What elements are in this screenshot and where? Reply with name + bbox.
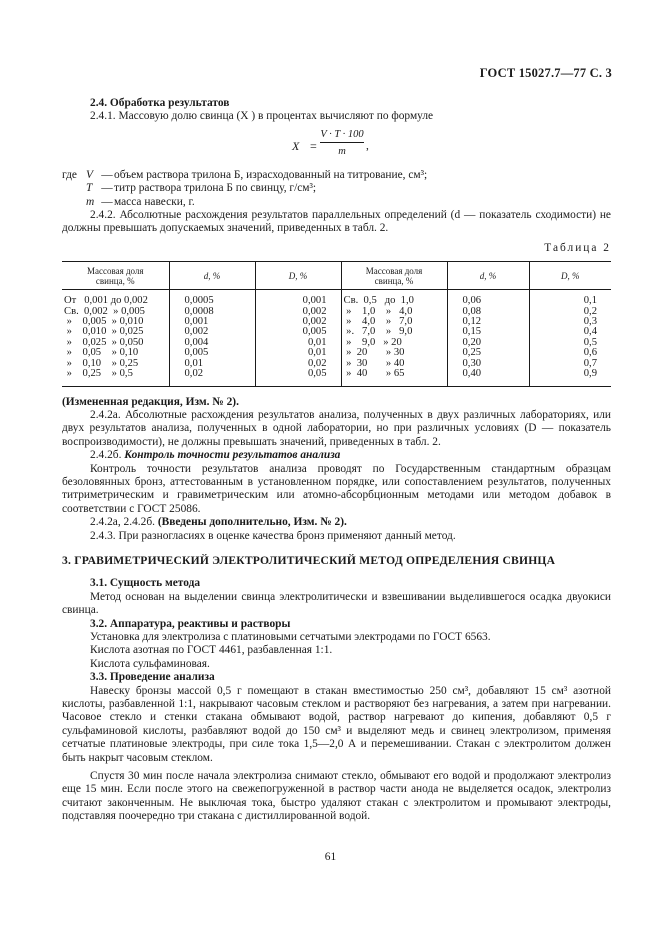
formula-numerator: V · T · 100: [320, 128, 364, 143]
legend-symbol: m: [86, 195, 95, 208]
paragraph-3-3-b: Спустя 30 мин после начала электролиза снимают стекло, обмывают его водой и продолжают электролиз еще 15 мин. Если после этого на свежепогруженной в раствор части анода не выделяется осадок, электролиз считают законченным. Не выключая тока, быстро удаляют стакан с электролитом и промывают электроды, подставляя поочередно три стакана с дистиллированной водой.: [62, 770, 611, 823]
table-cell: » 0,010 » 0,025: [62, 327, 169, 337]
legend-dash: —: [101, 182, 113, 195]
table-cell: » 0,025 » 0,050: [62, 338, 169, 348]
legend-row: [62, 196, 611, 209]
table-cell: 0,40: [447, 369, 529, 386]
table-cell: 0,05: [255, 369, 341, 386]
table-row: [62, 290, 611, 307]
table-row: [62, 307, 611, 317]
table-cell: » 0,005 » 0,010: [62, 317, 169, 327]
table-cell: 0,20: [447, 338, 529, 348]
table-header-cell: D, %: [255, 262, 341, 290]
table-cell: 0,7: [583, 357, 597, 369]
legend-text: масса навески, г.: [114, 195, 195, 208]
table-header-cell: D, %: [529, 262, 611, 290]
table-cell: 0,0008: [169, 307, 255, 317]
table-cell: » 30 » 40: [341, 359, 447, 369]
legend-row: [62, 182, 611, 195]
table-title: Таблица 2: [544, 241, 611, 254]
legend-dash: —: [101, 195, 113, 208]
formula-fraction: [320, 128, 364, 159]
paragraph-2-4-2ab: [62, 516, 611, 529]
table-row: [62, 327, 611, 337]
table-cell: 0,005: [255, 327, 341, 337]
table-cell: 0,005: [169, 348, 255, 358]
formula-denominator: m: [338, 146, 346, 158]
legend-where: где: [62, 168, 77, 181]
table-cell: 0,002: [169, 327, 255, 337]
table-header-cell: Массовая доля свинца, %: [341, 262, 447, 290]
table-cell: 0,02: [169, 369, 255, 386]
legend-dash: —: [101, 168, 113, 181]
table-cell: » 0,10 » 0,25: [62, 359, 169, 369]
formula-lhs: X: [292, 138, 300, 153]
list-item: Кислота азотная по ГОСТ 4461, разбавленная 1:1.: [90, 644, 333, 657]
legend-symbol: V: [86, 168, 93, 181]
table-header-cell: d, %: [447, 262, 529, 290]
table-cell: 0,01: [255, 348, 341, 358]
table-cell: » 0,05 » 0,10: [62, 348, 169, 358]
table-cell: Св. 0,5 до 1,0: [341, 290, 447, 307]
page-content: [62, 97, 611, 824]
table-cell: » 4,0 » 7,0: [341, 317, 447, 327]
table-cell: 0,004: [169, 338, 255, 348]
paragraph-title: Контроль точности результатов анализа: [124, 449, 341, 462]
table-cell: » 0,25 » 0,5: [62, 369, 169, 386]
formula-legend: [62, 169, 611, 209]
table-row: [62, 359, 611, 369]
table-cell: 0,002: [255, 307, 341, 317]
paragraph-2-4-3: 2.4.3. При разногласиях в оценке качества бронз применяют данный метод.: [90, 529, 456, 542]
formula: [62, 128, 611, 166]
table-cell: Св. 0,002 » 0,005: [62, 307, 169, 317]
edit-note-1: (Измененная редакция, Изм. № 2).: [62, 395, 239, 408]
table-cell: 0,15: [447, 327, 529, 337]
legend-row: [62, 169, 611, 182]
table-cell: 0,02: [255, 359, 341, 369]
table-cell: » 9,0 » 20: [341, 338, 447, 348]
paragraph-2-4-2a: 2.4.2а. Абсолютные расхождения результатов анализа, полученных в двух различных лабораториях, или двух результатов анализа, полученных в одной лаборатории, но при различных условиях (D — показатель воспроизводимости), не должны превышать значений, приведенных в табл. 2.: [62, 408, 611, 448]
table-cell: От 0,001 до 0,002: [62, 290, 169, 307]
list-item: Установка для электролиза с платиновыми сетчатыми электродами по ГОСТ 6563.: [90, 631, 491, 643]
section-3-1-heading: 3.1. Сущность метода: [90, 577, 201, 590]
table-cell: » 1,0 » 4,0: [341, 307, 447, 317]
section-3-2-heading: 3.2. Аппаратура, реактивы и растворы: [90, 617, 291, 630]
table-cell: 0,01: [169, 359, 255, 369]
formula-equals: =: [310, 138, 317, 153]
paragraph-2-4-1: 2.4.1. Массовую долю свинца (X ) в процентах вычисляют по формуле: [90, 110, 434, 123]
legend-text: объем раствора трилона Б, израсходованный на титрование, см³;: [114, 168, 428, 181]
table-row: [62, 317, 611, 327]
table-cell: » 40 » 65: [341, 369, 447, 386]
table-cell: 0,25: [447, 348, 529, 358]
table-cell: 0,001: [255, 290, 341, 307]
paragraph-3-1: Метод основан на выделении свинца электролитически и взвешивании выделившегося осадка двуокиси свинца.: [62, 590, 611, 617]
paragraph-2-4-2b-heading: [62, 449, 611, 462]
table-cell: 0,12: [447, 317, 529, 327]
table-cell: » 20 » 30: [341, 348, 447, 358]
table-row: [62, 338, 611, 348]
table-cell: 0,1: [583, 295, 597, 307]
table-cell: 0,08: [447, 307, 529, 317]
table-cell: 0,06: [447, 290, 529, 307]
legend-text: титр раствора трилона Б по свинцу, г/см³;: [114, 182, 317, 195]
edit-note-2: (Введены дополнительно, Изм. № 2).: [157, 516, 347, 529]
formula-comma: ,: [366, 139, 369, 152]
table-cell: 0,6: [583, 347, 597, 359]
table-cell: 0,3: [583, 316, 597, 328]
section-3-3-heading: 3.3. Проведение анализа: [90, 671, 215, 684]
table-cell: 0,30: [447, 359, 529, 369]
table-cell: 0,0005: [169, 290, 255, 307]
table-cell: 0,001: [169, 317, 255, 327]
table-cell: 0,01: [255, 338, 341, 348]
section-3-title: 3. ГРАВИМЕТРИЧЕСКИЙ ЭЛЕКТРОЛИТИЧЕСКИЙ МЕТОД ОПРЕДЕЛЕНИЯ СВИНЦА: [62, 553, 556, 567]
table-row: [62, 348, 611, 358]
paragraph-2-4-2b: Контроль точности результатов анализа проводят по Государственным стандартным образцам безоловянных бронз, аттестованным в установленном порядке, или сопоставлением результатов, полученных титриметрическим и гравиметрическим или атомно-абсорбционным методами или методом добавок в соответствии с ГОСТ 25086.: [62, 462, 611, 515]
page-number: 61: [324, 851, 337, 863]
table-row: [62, 369, 611, 386]
table-cell: 0,2: [583, 305, 597, 317]
paragraph-2-4-2: 2.4.2. Абсолютные расхождения результатов параллельных определений (d — показатель сходимости) не должны превышать допускаемых значений, приведенных в табл. 2.: [62, 209, 611, 235]
legend-symbol: T: [86, 182, 93, 195]
page-header: ГОСТ 15027.7—77 С. 3: [479, 66, 612, 80]
list-item: Кислота сульфаминовая.: [90, 657, 210, 670]
tolerance-table: [62, 261, 611, 386]
paragraph-3-3-a: Навеску бронзы массой 0,5 г помещают в стакан вместимостью 250 см³, добавляют 15 см³ азотной кислоты, разбавленной 1:1, накрывают часовым стеклом и растворяют без нагревания, а затем при нагревании. Часовое стекло и стенки стакана обмывают водой, раствор нагревают до кипения, добавляют 0,5 г сульфаминовой кислоты, разбавляют водой до 150 см³ и выделяют медь и свинец электролизом, применяя сетчатые платиновые электроды, при силе тока 1,5—2,0 А и перемешивании. Стакан с электролитом должен быть накрыт часовым стеклом.: [62, 684, 611, 764]
section-2-4-heading: 2.4. Обработка результатов: [90, 97, 230, 109]
table-cell: 0,9: [529, 369, 611, 386]
table-cell: 0,5: [583, 336, 597, 348]
paragraph-number: 2.4.2б.: [90, 449, 122, 462]
table-body: [62, 290, 611, 386]
table-cell: ». 7,0 » 9,0: [341, 327, 447, 337]
table-cell: 0,002: [255, 317, 341, 327]
table-header-cell: Массовая доля свинца, %: [62, 262, 169, 290]
table-cell: 0,4: [583, 326, 597, 338]
table-header-cell: d, %: [169, 262, 255, 290]
paragraph-number: 2.4.2а, 2.4.2б.: [90, 516, 155, 529]
